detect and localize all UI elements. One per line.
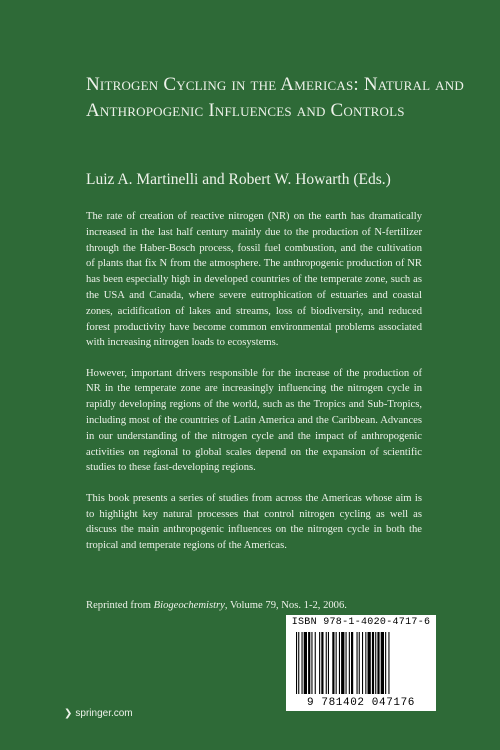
barcode-stripe <box>315 632 316 694</box>
blurb-paragraph-3: This book presents a series of studies from across the Americas whose aim is to highlight key natural processes that control nitrogen cycling as well as discuss the main anthropogenic influences on the nitrogen cycle in both the tropical and temperate regions of the Americas. <box>86 492 422 552</box>
barcode-stripe <box>298 632 299 694</box>
back-cover-blurb <box>86 209 422 568</box>
reprint-note <box>86 600 347 611</box>
reprint-journal: Biogeochemistry <box>153 600 225 611</box>
barcode-stripe <box>362 632 363 694</box>
barcode-stripe <box>359 632 360 694</box>
blurb-paragraph-1: The rate of creation of reactive nitrogen (NR) on the earth has dramatically increased in the last half century mainly due to the production of N-fertilizer through the Haber-Bosch process, fossil fuel combustion, and the cultivation of plants that fix N from the atmosphere. The anthropogenic production of NR has been especially high in developed countries of the temperate zone, such as the USA and Canada, where severe eutrophication of estuaries and coastal zones, acidification of lakes and streams, loss of biodiversity, and reduced forest productivity have become common environmental problems associated with increasing nitrogen loads to ecosystems. <box>86 211 422 349</box>
barcode-stripe <box>302 632 303 694</box>
barcode-stripe <box>349 632 350 694</box>
barcode-stripe <box>319 632 320 694</box>
publisher-link[interactable] <box>64 708 133 719</box>
barcode-stripe <box>388 632 389 694</box>
reprint-suffix: , Volume 79, Nos. 1-2, 2006. <box>224 600 347 611</box>
book-title: Nitrogen Cycling in the Americas: Natural and Anthropogenic Influences and Controls <box>86 74 464 121</box>
barcode-bars <box>296 632 426 696</box>
barcode-stripe <box>308 632 310 694</box>
barcode-stripe <box>385 632 386 694</box>
barcode-stripe <box>351 632 353 694</box>
barcode-stripe <box>375 632 376 694</box>
barcode-stripe <box>372 632 374 694</box>
publisher-url: springer.com <box>75 708 133 719</box>
barcode-stripe <box>328 632 329 694</box>
barcode-stripe <box>326 632 327 694</box>
barcode-digits: 9 781402 047176 <box>306 697 416 709</box>
barcode-stripe <box>332 632 334 694</box>
reprint-prefix: Reprinted from <box>86 600 154 611</box>
barcode-stripe <box>368 632 371 694</box>
barcode-stripe <box>321 632 323 694</box>
barcode-stripe <box>311 632 312 694</box>
barcode-stripe <box>304 632 307 694</box>
barcode-stripe <box>339 632 340 694</box>
barcode-stripe <box>357 632 358 694</box>
barcode-stripe <box>341 632 344 694</box>
barcode-stripe <box>346 632 347 694</box>
barcode-stripe <box>296 632 297 694</box>
isbn-label: ISBN 978-1-4020-4717-6 <box>291 617 431 628</box>
barcode-stripe <box>377 632 379 694</box>
barcode-stripe <box>365 632 366 694</box>
barcode-stripe <box>336 632 337 694</box>
blurb-paragraph-2: However, important drivers responsible for the increase of the production of NR in the temperate zone are increasingly influencing the nitrogen cycle in rapidly developing regions of the world, such as the Tropics and Sub-Tropics, including most of the countries of Latin America and the Caribbean. Advances in our understanding of the nitrogen cycle and the impact of anthropogenic activities on regional to global scales depend on the expansion of scientific studies to these fast-developing regions. <box>86 367 422 474</box>
barcode-stripe <box>381 632 384 694</box>
book-editors: Luiz A. Martinelli and Robert W. Howarth (Eds.) <box>86 171 391 188</box>
barcode-panel <box>286 615 436 711</box>
chevron-right-icon: ❯ <box>64 708 73 719</box>
